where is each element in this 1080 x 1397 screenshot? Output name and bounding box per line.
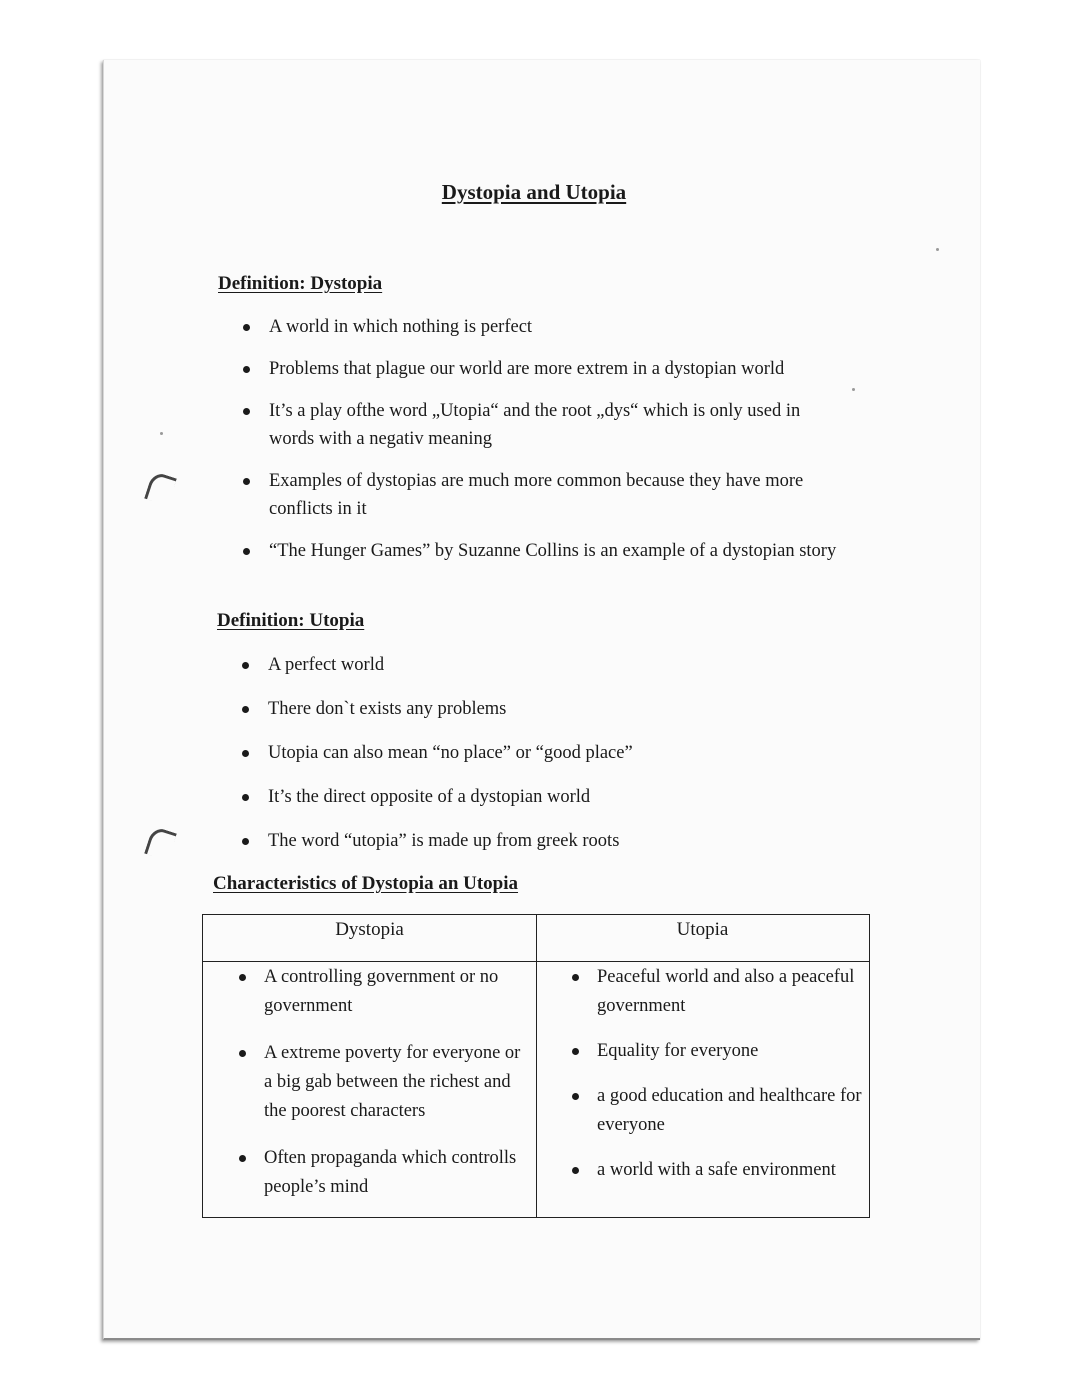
list-item: It’s a play ofthe word „Utopia“ and the root „dys“ which is only used in words with a negativ meaning — [243, 397, 843, 453]
table-header-dystopia: Dystopia — [335, 919, 404, 940]
table-cell-item: a world with a safe environment — [572, 1156, 864, 1185]
paper-speck — [852, 388, 855, 391]
list-item: Utopia can also mean “no place” or “good place” — [242, 739, 842, 767]
dystopia-definition-heading: Definition: Dystopia — [218, 273, 383, 294]
page-title: Dystopia and Utopia — [441, 180, 627, 204]
list-item: Examples of dystopias are much more common because they have more conflicts in it — [243, 467, 843, 523]
table-cell-item: Often propaganda which controlls people’s mind — [239, 1144, 531, 1202]
table-cell-item: Equality for everyone — [572, 1037, 864, 1066]
utopia-definition-heading: Definition: Utopia — [217, 610, 365, 631]
list-item: Problems that plague our world are more extrem in a dystopian world — [243, 355, 843, 383]
utopia-definition-list — [242, 651, 842, 871]
list-item: It’s the direct opposite of a dystopian world — [242, 783, 842, 811]
list-item: A world in which nothing is perfect — [243, 313, 843, 341]
dystopia-definition-list — [243, 313, 843, 579]
utopia-characteristics-list — [572, 963, 864, 1201]
table-header-divider — [203, 961, 869, 962]
list-item: The word “utopia” is made up from greek roots — [242, 827, 842, 855]
list-item: A perfect world — [242, 651, 842, 679]
table-cell-item: A controlling government or no government — [239, 963, 531, 1021]
paper-speck — [936, 248, 939, 251]
table-cell-item: a good education and healthcare for everyone — [572, 1082, 864, 1140]
characteristics-heading: Characteristics of Dystopia an Utopia — [213, 873, 519, 894]
characteristics-table — [202, 914, 870, 1218]
table-header-utopia: Utopia — [676, 919, 729, 940]
paper-speck — [160, 432, 163, 435]
table-cell-item: Peaceful world and also a peaceful government — [572, 963, 864, 1021]
list-item: There don`t exists any problems — [242, 695, 842, 723]
table-cell-item: A extreme poverty for everyone or a big gab between the richest and the poorest characters — [239, 1039, 531, 1126]
dystopia-characteristics-list — [239, 963, 531, 1220]
list-item: “The Hunger Games” by Suzanne Collins is an example of a dystopian story — [243, 537, 843, 565]
